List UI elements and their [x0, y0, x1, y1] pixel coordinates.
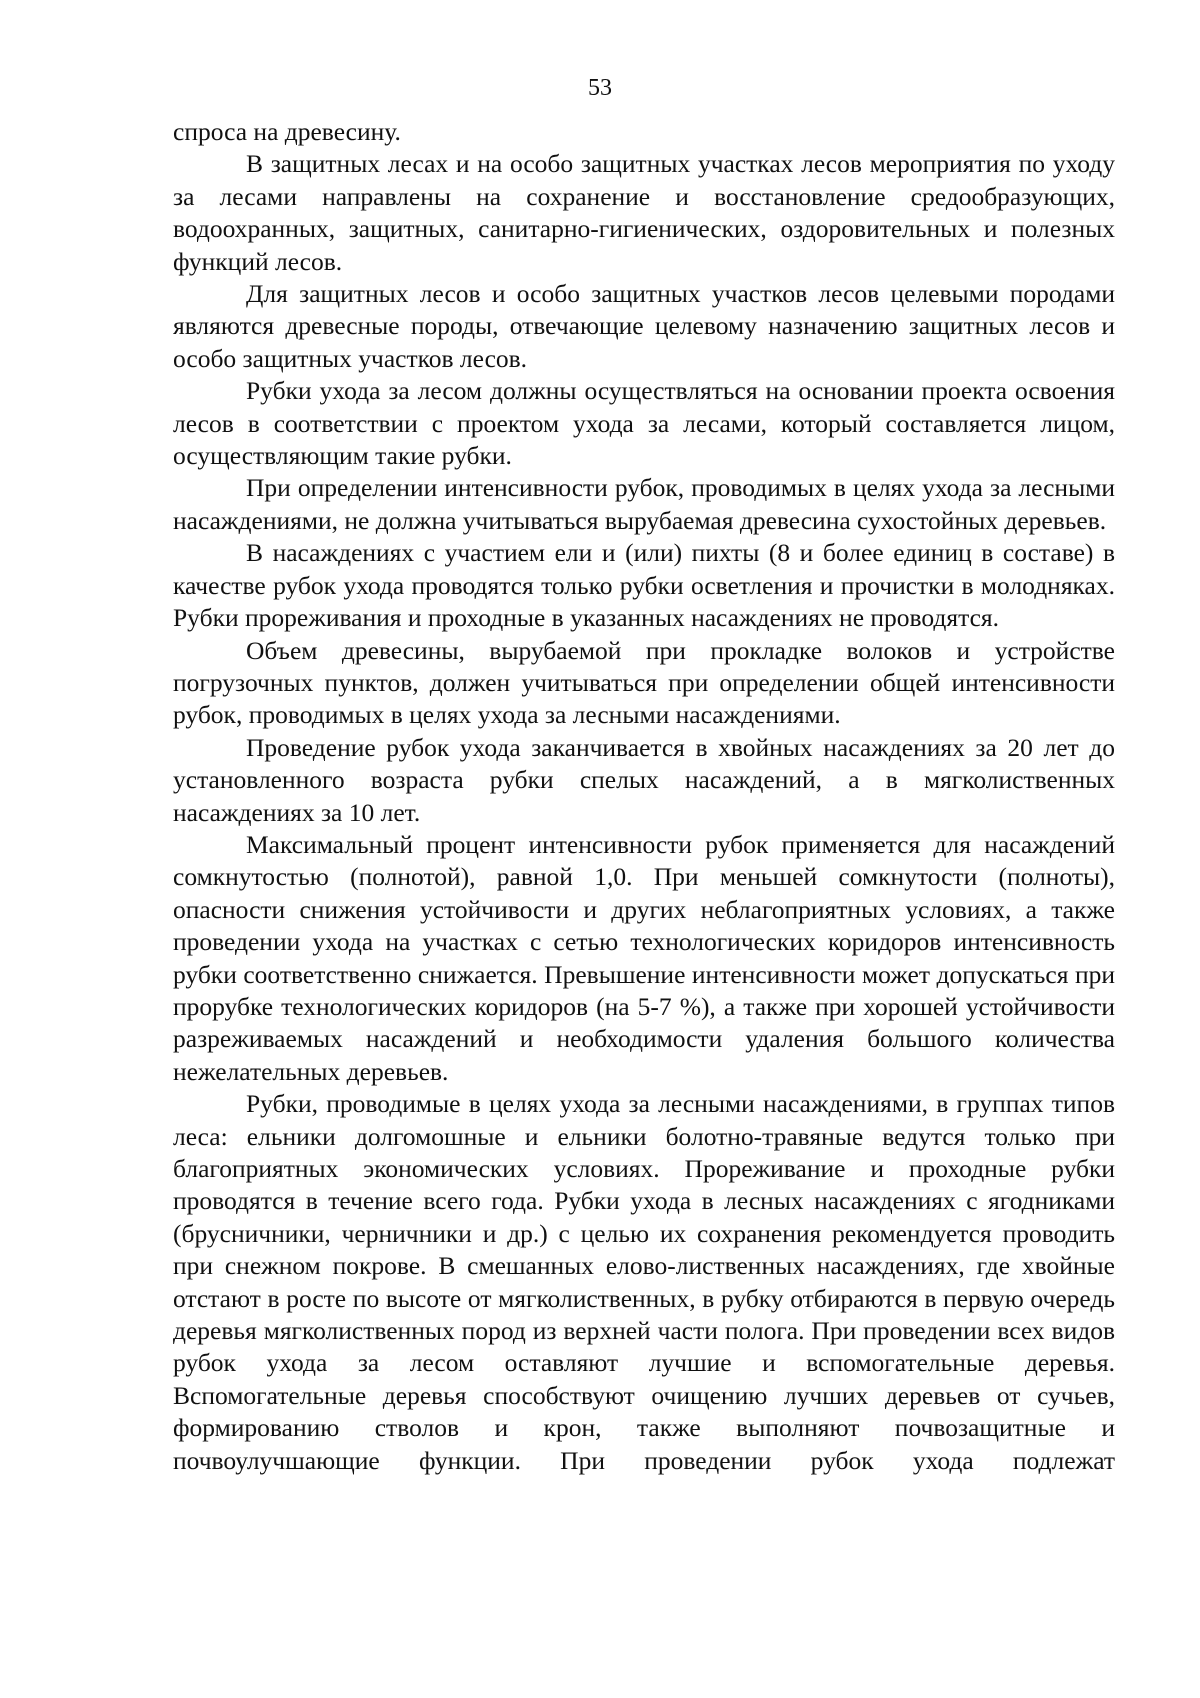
paragraph-forest-type-groups: Рубки, проводимые в целях ухода за лесными насаждениями, в группах типов леса: ельники долгомошные и ельники болотно-травяные ведутся только при благоприятных экономических условиях. Прореживание и проходные рубки проводятся в течение всего года. Рубки ухода в лесных насаждениях с ягодниками (брусничники, черничники и др.) с целью их сохранения рекомендуется проводить при снежном покрове. В смешанных елово-лиственных насаждениях, где хвойные отстают в росте по высоте от мягколиственных, в рубку отбираются в первую очередь деревья мягколиственных пород из верхней части полога. При проведении всех видов рубок ухода за лесом оставляют лучшие и вспомогательные деревья. Вспомогательные деревья способствуют очищению лучших деревьев от сучьев, формированию стволов и крон, также выполняют почвозащитные и почвоулучшающие функции. При проведении рубок ухода подлежат	[173, 1089, 1115, 1475]
document-body	[173, 116, 1115, 1477]
paragraph-spruce-fir-stands: В насаждениях с участием ели и (или) пихты (8 и более единиц в составе) в качестве рубок ухода проводятся только рубки осветления и прочистки в молодняках. Рубки прореживания и проходные в указанных насаждениях не проводятся.	[173, 538, 1115, 633]
paragraph-felling-intensity: При определении интенсивности рубок, проводимых в целях ухода за лесными насаждениями, не должна учитываться вырубаемая древесина сухостойных деревьев.	[173, 473, 1115, 535]
paragraph-protective-forests: В защитных лесах и на особо защитных участках лесов мероприятия по уходу за лесами направлены на сохранение и восстановление средообразующих, водоохранных, защитных, санитарно-гигиенических, оздоровительных и полезных функций лесов.	[173, 149, 1115, 276]
paragraph-forest-project: Рубки ухода за лесом должны осуществляться на основании проекта освоения лесов в соответствии с проектом ухода за лесами, который составляется лицом, осуществляющим такие рубки.	[173, 376, 1115, 471]
paragraph-thinning-completion: Проведение рубок ухода заканчивается в хвойных насаждениях за 20 лет до установленного возраста рубки спелых насаждений, а в мягколиственных насаждениях за 10 лет.	[173, 732, 1115, 827]
paragraph-continuation: спроса на древесину.	[173, 117, 401, 146]
paragraph-skid-trails-volume: Объем древесины, вырубаемой при прокладке волоков и устройстве погрузочных пунктов, должен учитываться при определении общей интенсивности рубок, проводимых в целях ухода за лесными насаждениями.	[173, 635, 1115, 730]
page-number: 53	[588, 75, 612, 101]
paragraph-target-species: Для защитных лесов и особо защитных участков лесов целевыми породами являются древесные породы, отвечающие целевому назначению защитных лесов и особо защитных участков лесов.	[173, 279, 1115, 373]
paragraph-maximum-intensity: Максимальный процент интенсивности рубок применяется для насаждений сомкнутостью (полнотой), равной 1,0. При меньшей сомкнутости (полноты), опасности снижения устойчивости и других неблагоприятных условиях, а также проведении ухода на участках с сетью технологических коридоров интенсивность рубки соответственно снижается. Превышение интенсивности может допускаться при прорубке технологических коридоров (на 5-7 %), а также при хорошей устойчивости разреживаемых насаждений и необходимости удаления большого количества нежелательных деревьев.	[173, 829, 1115, 1086]
